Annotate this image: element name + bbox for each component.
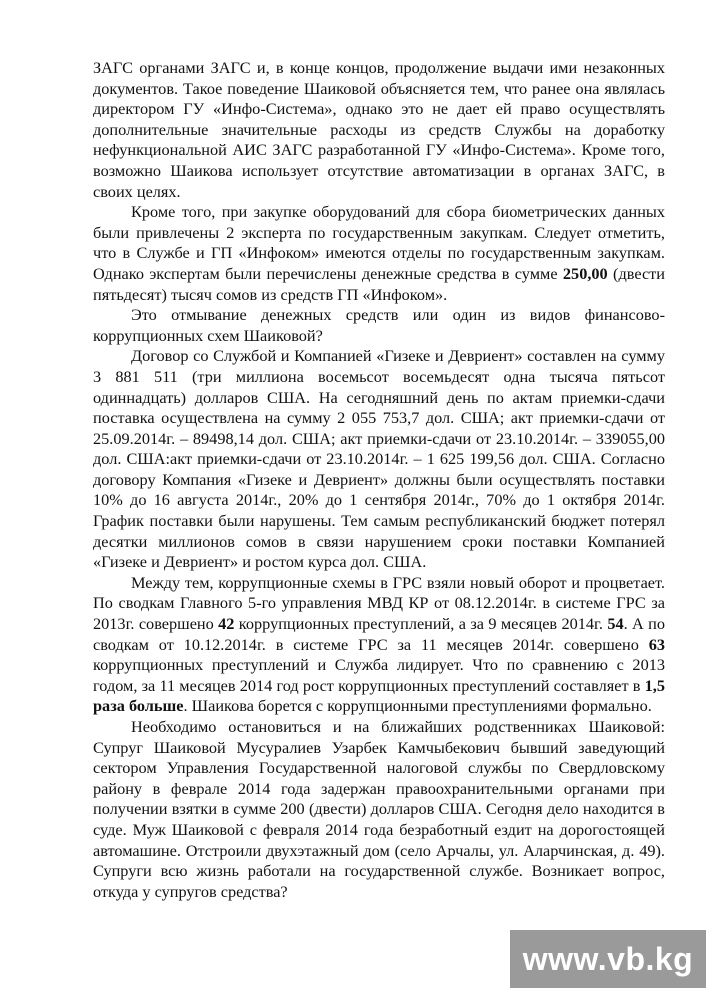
paragraph-procurement: [93, 202, 665, 305]
stats-text-4: коррупционных преступлений и Служба лидирует. Что по сравнению с 2013 годом, за 11 месяцев 2014 год рост коррупционных преступлений составляет в: [93, 655, 665, 695]
stats-text-5: . Шаикова борется с коррупционными преступлениями формально.: [183, 696, 652, 716]
paragraph-zags: ЗАГС органами ЗАГС и, в конце концов, продолжение выдачи ими незаконных документов. Такое поведение Шаиковой объясняется тем, что ранее она являлась директором ГУ «Инфо-Система», однако это не дает ей право осуществлять дополнительные значительные расходы из средств Службы на доработку нефункциональной АИС ЗАГС разработанной ГУ «Инфо-Система». Кроме того, возможно Шаикова использует отсутствие автоматизации в органах ЗАГС, в своих целях.: [93, 58, 665, 201]
stats-growth: 1,5 раза больше: [93, 675, 665, 716]
procurement-text-end: (двести пятьдесят) тысяч сомов из средств ГП «Инфоком».: [93, 263, 666, 304]
document-body: [93, 58, 665, 902]
stats-text-1: Между тем, коррупционные схемы в ГРС взяли новый оборот и процветает. По сводкам Главного 5-го управления МВД КР от 08.12.2014г. в системе ГРС за 2013г. совершено: [93, 572, 665, 634]
stats-2013: 42: [218, 614, 235, 634]
stats-text-2: коррупционных преступлений, а за 9 месяцев 2014г.: [234, 614, 608, 634]
procurement-text: Кроме того, при закупке оборудований для сбора биометрических данных были привлечены 2 эксперта по государственным закупкам. Следует отметить, что в Службе и ГП «Инфоком» имеются отделы по государственным закупкам. Однако экспертам были перечислены денежные средства в сумме: [93, 202, 665, 283]
paragraph-question: Это отмывание денежных средств или один из видов финансово-коррупционных схем Шаиковой?: [93, 305, 665, 345]
watermark-logo: www.vb.kg: [510, 930, 706, 988]
paragraph-corruption-stats: [93, 573, 665, 717]
stats-9-months: 54: [607, 614, 624, 634]
stats-11-months: 63: [648, 634, 665, 654]
paragraph-contract: Договор со Службой и Компанией «Гизеке и Девриент» составлен на сумму 3 881 511 (три миллиона восемьсот восемьдесят одна тысяча пятьсот одиннадцать) долларов США. На сегодняшний день по актам приемки-сдачи поставка осуществлена на сумму 2 055 753,7 дол. США; акт приемки-сдачи от 25.09.2014г. – 89498,14 дол. США; акт приемки-сдачи от 23.10.2014г. – 339055,00 дол. США:акт приемки-сдачи от 23.10.2014г. – 1 625 199,56 дол. США. Согласно договору Компания «Гизеке и Девриент» должны были осуществлять поставки 10% до 16 августа 2014г., 20% до 1 сентября 2014г., 70% до 1 октября 2014г. График поставки были нарушены. Тем самым республиканский бюджет потерял десятки миллионов сомов в связи нарушением сроки поставки Компанией «Гизеке и Девриент» и ростом курса дол. США.: [93, 346, 665, 572]
procurement-amount: 250,00: [562, 263, 608, 283]
paragraph-relatives: Необходимо остановиться и на ближайших родственниках Шаиковой: Супруг Шаиковой Мусуралиев Узарбек Камчыбекович бывший заведующий сектором Управления Государственной налоговой службы по Свердловскому району в феврале 2014 года задержан правоохранительными органами при получении взятки в сумме 200 (двести) долларов США. Сегодня дело находится в суде. Муж Шаиковой с февраля 2014 года безработный ездит на дорогостоящей автомашине. Отстроили двухэтажный дом (село Арчалы, ул. Аларчинская, д. 49). Супруги всю жизнь работали на государственной службе. Возникает вопрос, откуда у супругов средства?: [93, 717, 665, 901]
stats-text-3: . А по сводкам от 10.12.2014г. в системе ГРС за 11 месяцев 2014г. совершено: [93, 614, 665, 654]
